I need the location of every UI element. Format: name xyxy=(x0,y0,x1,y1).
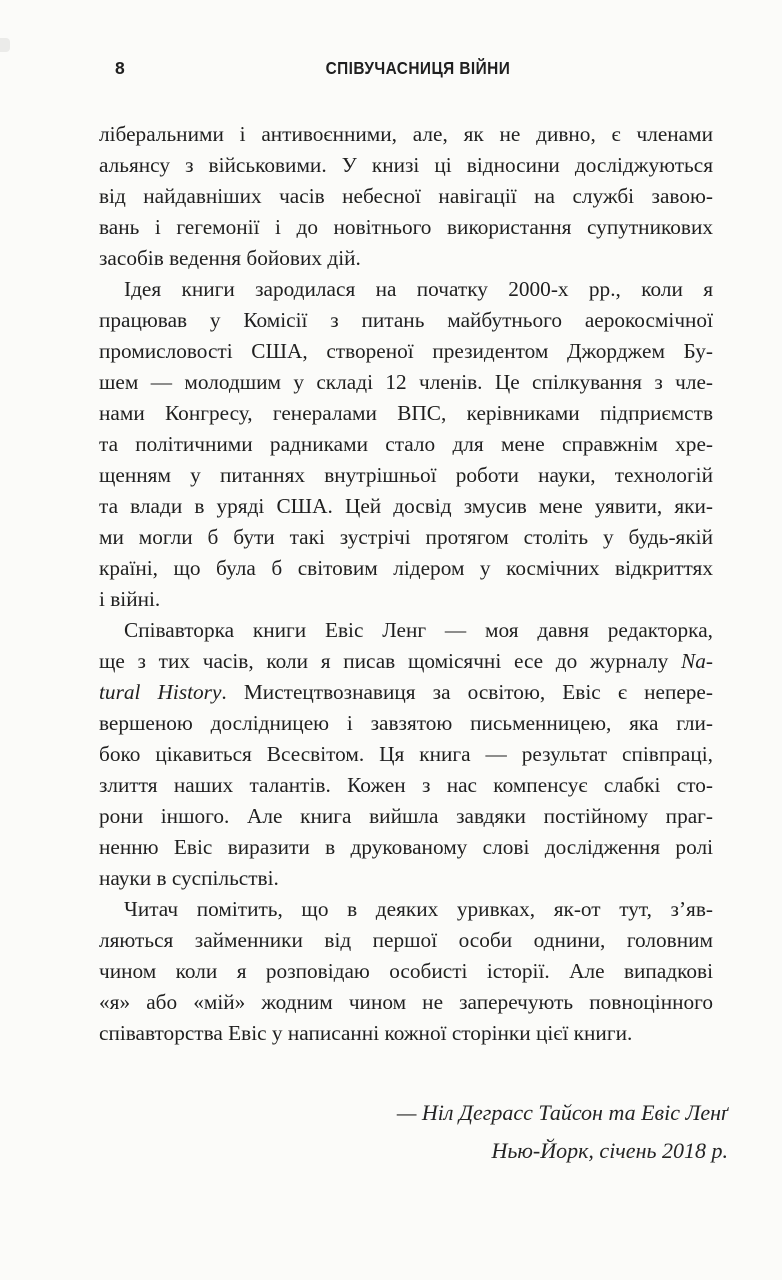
body-text-line: вань і гегемонії і до новітнього використання супутникових xyxy=(99,215,713,239)
body-text-line: ненню Евіс виразити в друкованому слові дослідження ролі xyxy=(99,835,713,859)
body-text-line: чином коли я розповідаю особисті історії. Але випадкові xyxy=(99,959,713,983)
body-text-line: ми могли б бути такі зустрічі протягом століть у будь-якій xyxy=(99,525,713,549)
body-text-line: і війні. xyxy=(99,587,161,611)
body-text-line: засобів ведення бойових дій. xyxy=(99,246,361,270)
body-text-line: промисловості США, створеної президентом Джорджем Бу- xyxy=(99,339,713,363)
page-content xyxy=(99,58,728,1170)
body-text-line: Співавторка книги Евіс Ленг — моя давня редакторка, xyxy=(124,618,713,642)
body-text-line: Ідея книги зародилася на початку 2000-х рр., коли я xyxy=(124,277,713,301)
body-text-line: Читач помітить, що в деяких уривках, як-от тут, з’яв- xyxy=(124,897,713,921)
body-text-line: працював у Комісії з питань майбутнього аерокосмічної xyxy=(99,308,713,332)
running-head xyxy=(123,58,713,79)
body-text-line: від найдавніших часів небесної навігації на службі завою- xyxy=(99,184,713,208)
running-head-label: СПІВУЧАСНИЦЯ ВІЙНИ xyxy=(325,58,511,78)
body-text-line: щенням у питаннях внутрішньої роботи науки, технологій xyxy=(99,463,713,487)
body-text-line: рони іншого. Але книга вийшла завдяки постійному праг- xyxy=(99,804,713,828)
body-text-line: «я» або «мій» жодним чином не заперечують повноцінного xyxy=(99,990,713,1014)
body-text-line: науки в суспільстві. xyxy=(99,866,279,890)
running-header xyxy=(99,58,713,82)
body-text-line: співавторства Евіс у написанні кожної сторінки цієї книги. xyxy=(99,1021,633,1045)
body-text-line: шем — молодшим у складі 12 членів. Це спілкування з чле- xyxy=(99,370,713,394)
scan-edge-artifact xyxy=(0,38,10,52)
body-text-line: країні, що була б світовим лідером у космічних відкриттях xyxy=(99,556,713,580)
body-text-line: та влади в уряді США. Цей досвід змусив мене уявити, яки- xyxy=(99,494,713,518)
body-text-line: ляються займенники від першої особи однини, головним xyxy=(99,928,713,952)
body-text-line: альянсу з військовими. У книзі ці відносини досліджуються xyxy=(99,153,713,177)
body-text-line: ліберальними і антивоєнними, але, як не дивно, є членами xyxy=(99,122,713,146)
body-text-line: вершеною дослідницею і завзятою письменницею, яка гли- xyxy=(99,711,713,735)
signature xyxy=(99,1094,728,1170)
signature-line: Нью-Йорк, січень 2018 р. xyxy=(491,1138,728,1163)
body-text-line: tural History. Мистецтвознавиця за освітою, Евіс є непере- xyxy=(99,680,713,704)
body-text xyxy=(99,119,713,1049)
body-text-line: та політичними радниками стало для мене справжнім хре- xyxy=(99,432,713,456)
body-text-line: ще з тих часів, коли я писав щомісячні есе до журналу Na- xyxy=(99,649,713,673)
body-text-line: нами Конгресу, генералами ВПС, керівниками підприємств xyxy=(99,401,713,425)
body-text-line: боко цікавиться Всесвітом. Ця книга — результат співпраці, xyxy=(99,742,713,766)
signature-line: — Ніл Деграсс Тайсон та Евіс Ленґ xyxy=(396,1100,728,1125)
body-text-line: злиття наших талантів. Кожен з нас компенсує слабкі сто- xyxy=(99,773,713,797)
page-number: 8 xyxy=(115,58,125,78)
